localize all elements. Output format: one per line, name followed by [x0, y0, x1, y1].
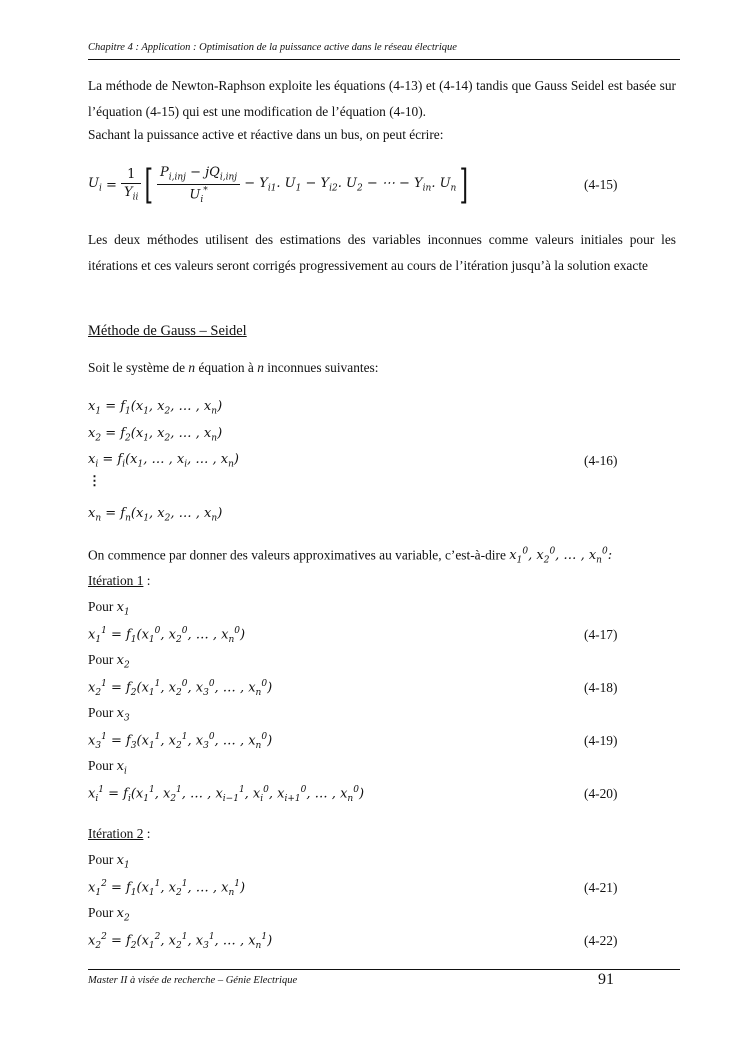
system-eq-xn: $x_n = f_n(x_1$, $x_2$, … , $x_n$): [88, 506, 223, 524]
approx-intro: On commence par donner des valeurs approximatives au variable, c’est-à-dire $x_1^0$, $x_2^0$, … , $x_n^0$:: [88, 547, 613, 566]
footer-rule: [88, 969, 680, 970]
equation-number-4-22: (4-22): [584, 933, 618, 948]
equation-number-4-16: (4-16): [584, 453, 618, 468]
system-intro: Soit le système de n équation à n inconnues suivantes:: [88, 360, 379, 375]
paragraph-intro: La méthode de Newton-Raphson exploite les équations (4-13) et (4-14) tandis que Gauss Seidel est basée sur l’équation (4-15) qui est une modification de l’équation (4-10).: [88, 78, 676, 119]
system-eq-x2: $x_2 = f_2(x_1$, $x_2$, … , $x_n$): [88, 426, 223, 444]
section-title: Méthode de Gauss – Seidel: [88, 323, 247, 339]
equation-4-18: $x_2^1 = f_2(x_1^1$, $x_2^0$, $x_3^0$, … , $x_n^0$): [88, 679, 273, 698]
pour-x2-label-2: Pour $x_2$: [88, 905, 130, 924]
system-eq-x1: $x_1 = f_1(x_1$, $x_2$, … , $x_n$): [88, 399, 223, 417]
equation-number-4-15: (4-15): [584, 177, 618, 192]
header-rule: [88, 59, 680, 60]
equation-4-22: $x_2^2 = f_2(x_1^2$, $x_2^1$, $x_3^1$, … , $x_n^1$): [88, 932, 273, 951]
equation-number-4-18: (4-18): [584, 680, 618, 695]
equation-number-4-17: (4-17): [584, 627, 618, 642]
paragraph-power: Sachant la puissance active et réactive dans un bus, on peut écrire:: [88, 127, 444, 142]
vertical-ellipsis: ⋮: [88, 474, 101, 489]
pour-x1-label-2: Pour $x_1$: [88, 852, 130, 871]
running-footer: Master II à visée de recherche – Génie Electrique: [88, 975, 298, 986]
iteration-2-heading: Itération 2 :: [88, 826, 151, 841]
pour-x2-label: Pour $x_2$: [88, 652, 130, 671]
equation-4-21: $x_1^2 = f_1(x_1^1$, $x_2^1$, … , $x_n^1$): [88, 879, 246, 898]
equation-4-20: $x_i^1 = f_i(x_1^1$, $x_2^1$, … , $x_{i-1}^1$, $x_i^0$, $x_{i+1}^0$, … , $x_n^0$): [88, 785, 365, 804]
equation-number-4-21: (4-21): [584, 880, 618, 895]
equation-4-19: $x_3^1 = f_3(x_1^1$, $x_2^1$, $x_3^0$, … , $x_n^0$): [88, 732, 273, 751]
pour-x3-label: Pour $x_3$: [88, 705, 130, 724]
equation-number-4-19: (4-19): [584, 733, 618, 748]
running-header: Chapitre 4 : Application : Optimisation de la puissance active dans le réseau électrique: [88, 42, 457, 53]
equation-number-4-20: (4-20): [584, 786, 618, 801]
page-number: 91: [598, 971, 614, 988]
equation-4-17: $x_1^1 = f_1(x_1^0$, $x_2^0$, … , $x_n^0$): [88, 626, 246, 645]
equation-4-15: $U_i$ = $\frac{1}{Y_{ii}}$ [ $\frac{P_{i,inj} - jQ_{i,inj}}{U_i^*}$ − $Y_{i1}$. $U_1 - Y_{i2}$. $U_2$ − ⋯ − $Y_{in}$. $U_n$ ]: [88, 162, 469, 208]
pour-xi-label: Pour $x_i$: [88, 758, 127, 777]
iteration-1-heading: Itération 1 :: [88, 573, 151, 588]
system-eq-xi: $x_i = f_i(x_1$, … , $x_i$, … , $x_n$): [88, 452, 239, 470]
pour-x1-label: Pour $x_1$: [88, 599, 130, 618]
paragraph-methods: Les deux méthodes utilisent des estimations des variables inconnues comme valeurs initiales pour les itérations et ces valeurs seront corrigés progressivement au cours de l’itération jusqu’à la solution exacte: [88, 232, 676, 273]
